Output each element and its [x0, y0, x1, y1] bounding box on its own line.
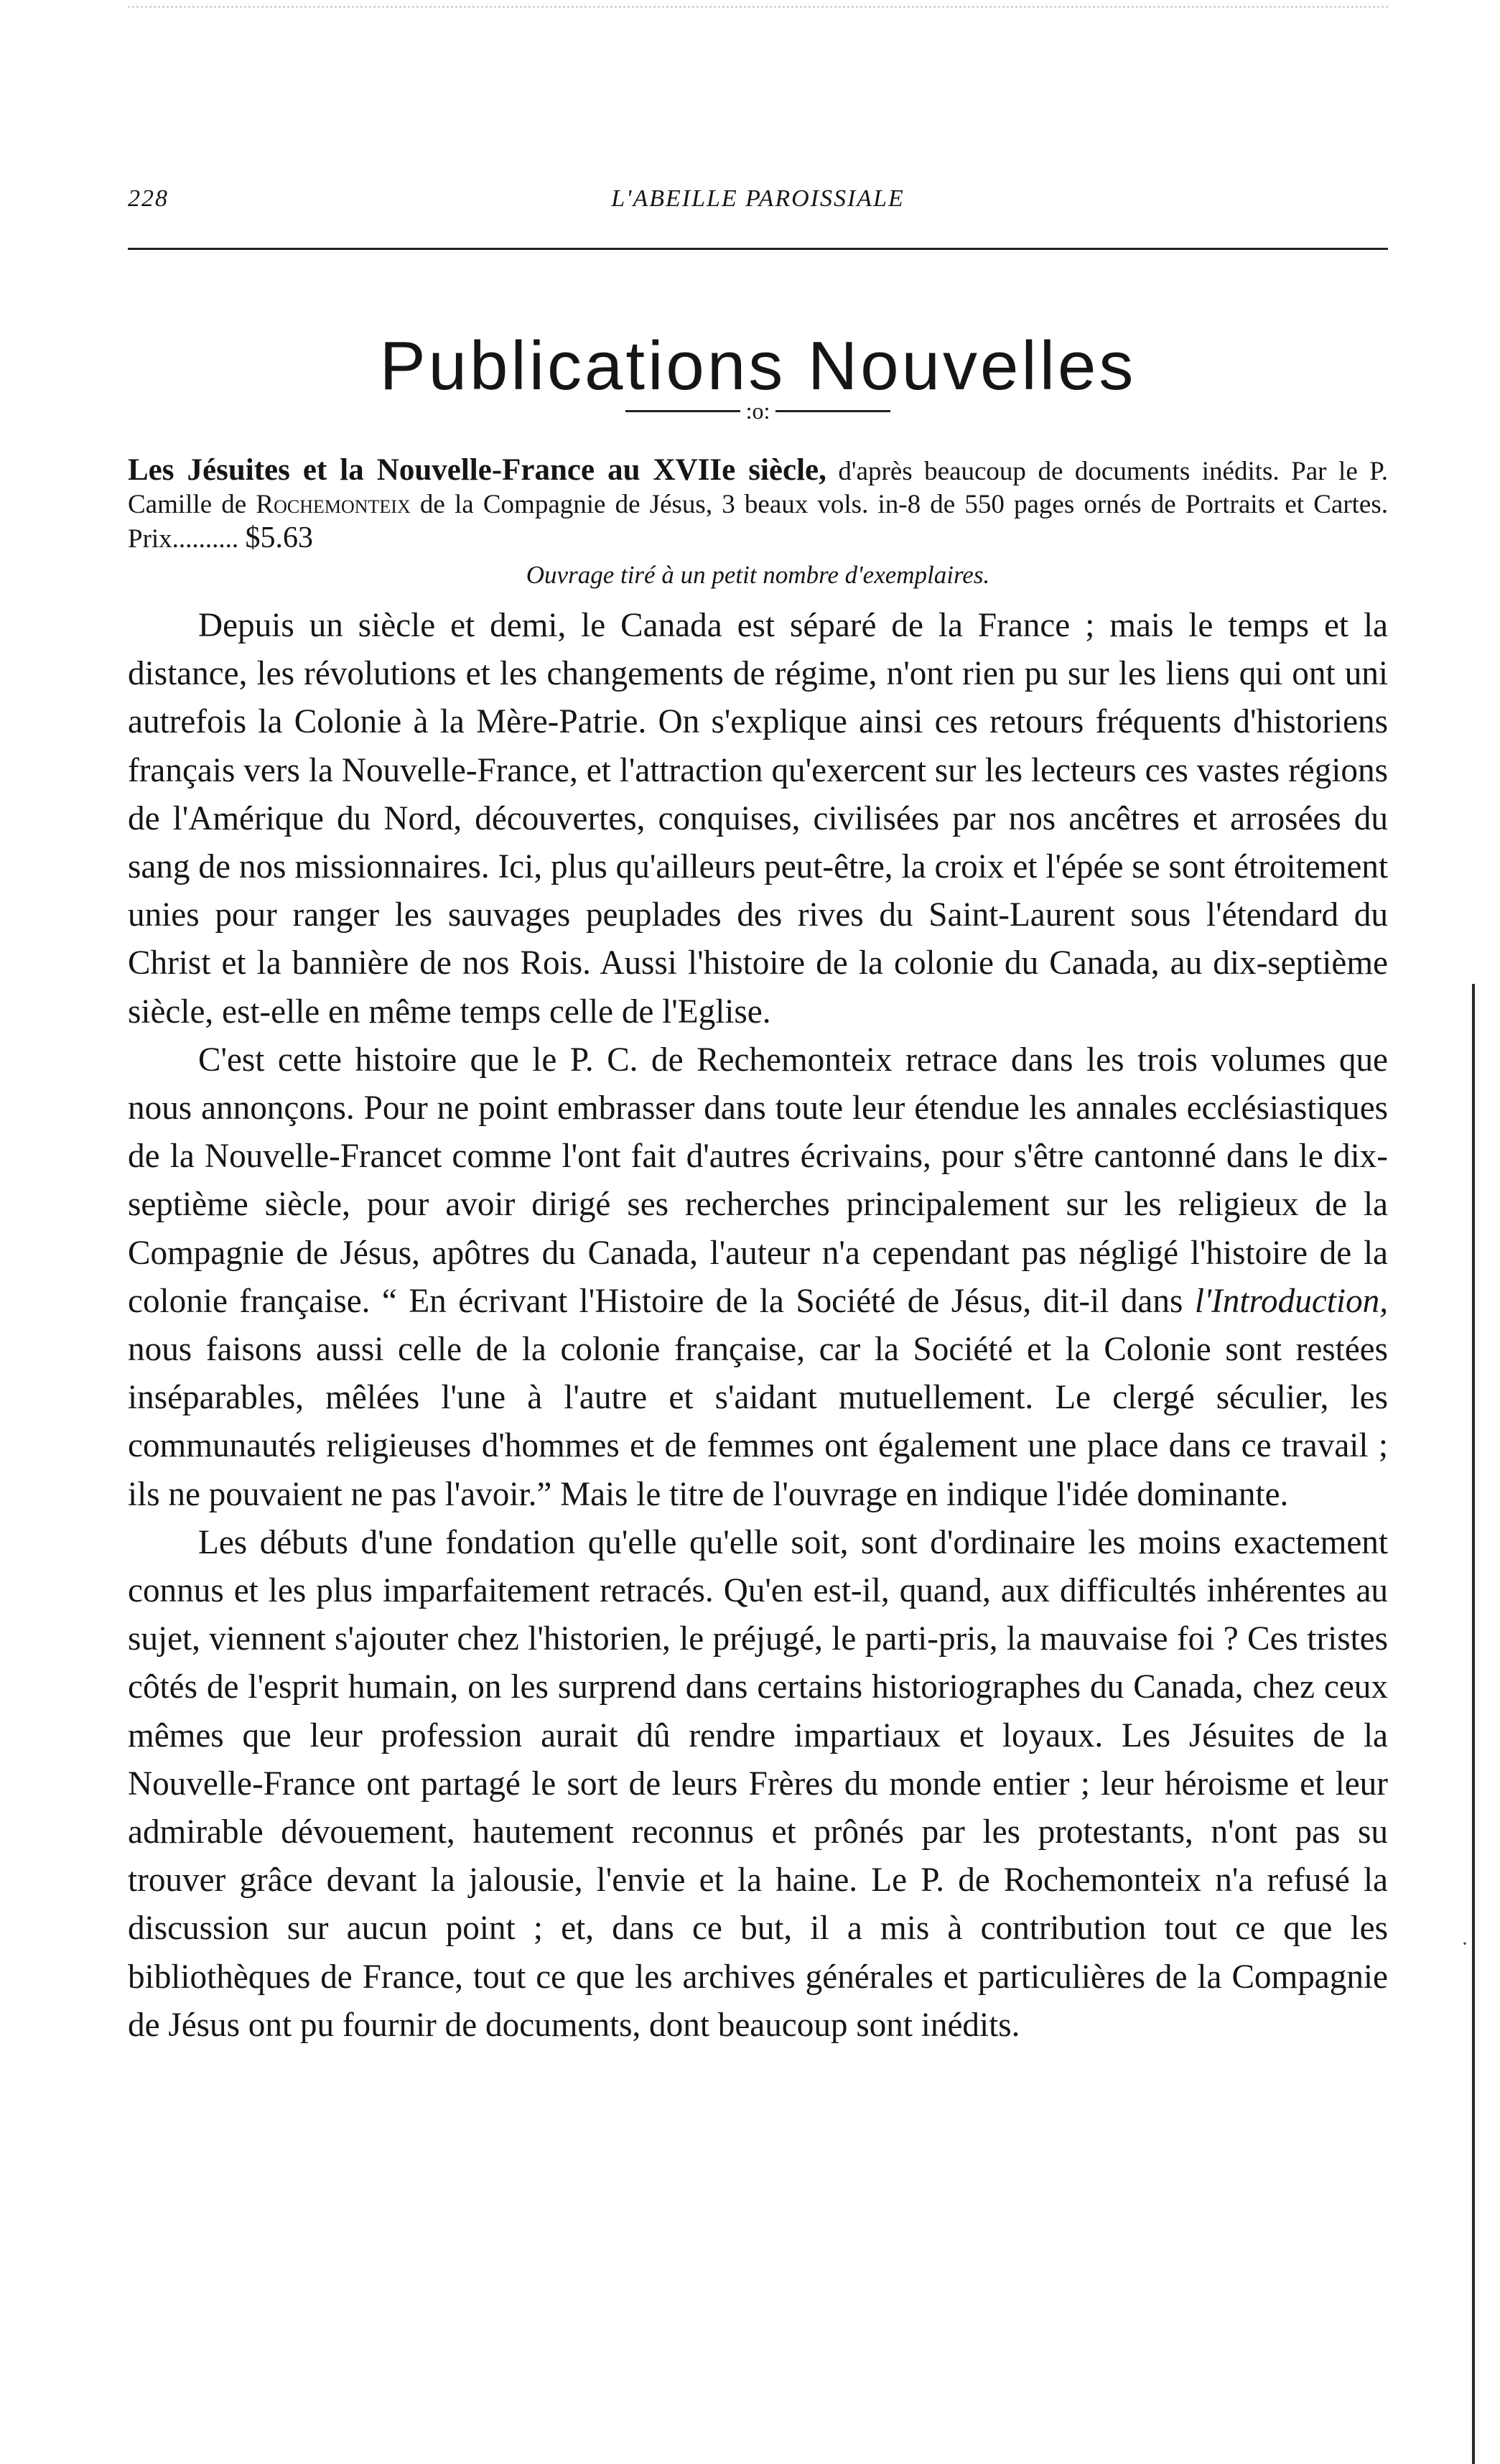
paragraph-2: [128, 1036, 1388, 1519]
bib-details-2: de la Compagnie de Jésus, 3 beaux vols. in-8 de 550 pages ornés de Portraits et Cartes. Prix..........: [128, 490, 1388, 554]
binding-edge-line: [1472, 984, 1475, 2464]
bibliographic-entry: [128, 454, 1388, 556]
section-title: Publications Nouvelles: [379, 327, 1137, 405]
bib-details-1: d'après beaucoup de documents inédits. Par le P. Camille de: [128, 457, 1388, 519]
introduction-reference: l'Introduction,: [1194, 1282, 1388, 1320]
author-surname: Rochemonteix: [256, 490, 411, 519]
article: [128, 454, 1388, 2050]
running-head: [128, 185, 1388, 228]
print-run-note: Ouvrage tiré à un petit nombre d'exemplaires.: [526, 561, 990, 589]
paragraph-2-text-a: C'est cette histoire que le P. C. de Rechemonteix retrace dans les trois volumes que nous annonçons. Pour ne point embrasser dans toute leur étendue les annales ecclésiastiques de la Nouvelle-Francet comme l'ont fait d'autres écrivains, pour s'être cantonné dans le dix-septième siècle, pour avoir dirigé ses recherches principalement sur les religieux de la Compagnie de Jésus, apôtres du Canada, l'auteur n'a cependant pas négligé l'histoire de la colonie française. “ En écrivant l'Histoire de la Société de Jésus, dit-il dans: [128, 1041, 1388, 1320]
ornament-rule-left: [625, 410, 740, 412]
header-rule: [128, 248, 1388, 250]
paragraph-2-text-b: nous faisons aussi celle de la colonie française, car la Société et la Colonie sont restées inséparables, mêlées l'une à l'autre et s'aidant mutuellement. Le clergé séculier, les communautés religieuses d'hommes et de femmes ont également une place dans ce travail ; ils ne pouvaient ne pas l'avoir.” Mais le titre de l'ouvrage en indique l'idée dominante.: [128, 1331, 1388, 1513]
paragraph-1: Depuis un siècle et demi, le Canada est séparé de la France ; mais le temps et la distance, les révolutions et les changements de régime, n'ont rien pu sur les liens qui ont uni autrefois la Colonie à la Mère-Patrie. On s'explique ainsi ces retours fréquents d'historiens français vers la Nouvelle-France, et l'attraction qu'exercent sur les lecteurs ces vastes régions de l'Amérique du Nord, découvertes, conquises, civilisées par nos ancêtres et arrosées du sang de nos missionnaires. Ici, plus qu'ailleurs peut-être, la croix et l'épée se sont étroitement unies pour ranger les sauvages peuplades des rives du Saint-Laurent sous l'étendard du Christ et la bannière de nos Rois. Aussi l'histoire de la colonie du Canada, au dix-septième siècle, est-elle en même temps celle de l'Eglise.: [128, 607, 1388, 1031]
journal-title: L'ABEILLE PAROISSIALE: [611, 185, 905, 212]
book-page: [128, 0, 1388, 2464]
scan-speckle: [128, 6, 1388, 21]
ornament-rule-right: [775, 410, 890, 412]
price: $5.63: [245, 521, 313, 554]
book-title: Les Jésuites et la Nouvelle-France au XVIIe siècle,: [128, 453, 826, 487]
margin-mark: ·: [1461, 1932, 1468, 1956]
page-number: 228: [128, 185, 169, 212]
paragraph-3: Les débuts d'une fondation qu'elle qu'elle soit, sont d'ordinaire les moins exactement connus et les plus imparfaitement retracés. Qu'en est-il, quand, aux difficultés inhérentes au sujet, viennent s'ajouter chez l'historien, le préjugé, le parti-pris, la mauvaise foi ? Ces tristes côtés de l'esprit humain, on les surprend dans certains historiographes du Canada, chez ceux mêmes que leur profession aurait dû rendre impartiaux et loyaux. Les Jésuites de la Nouvelle-France ont partagé le sort de leurs Frères du monde entier ; leur héroisme et leur admirable dévouement, hautement reconnus et prônés par les protestants, n'ont pas su trouver grâce devant la jalousie, l'envie et la haine. Le P. de Rochemonteix n'a refusé la discussion sur aucun point ; et, dans ce but, il a mis à contribution tout ce que les bibliothèques de France, tout ce que les archives générales et particulières de la Compagnie de Jésus ont pu fournir de documents, dont beaucoup sont inédits.: [128, 1523, 1388, 2044]
ornament-symbol: :o:: [745, 398, 770, 424]
title-ornament: [128, 398, 1388, 424]
